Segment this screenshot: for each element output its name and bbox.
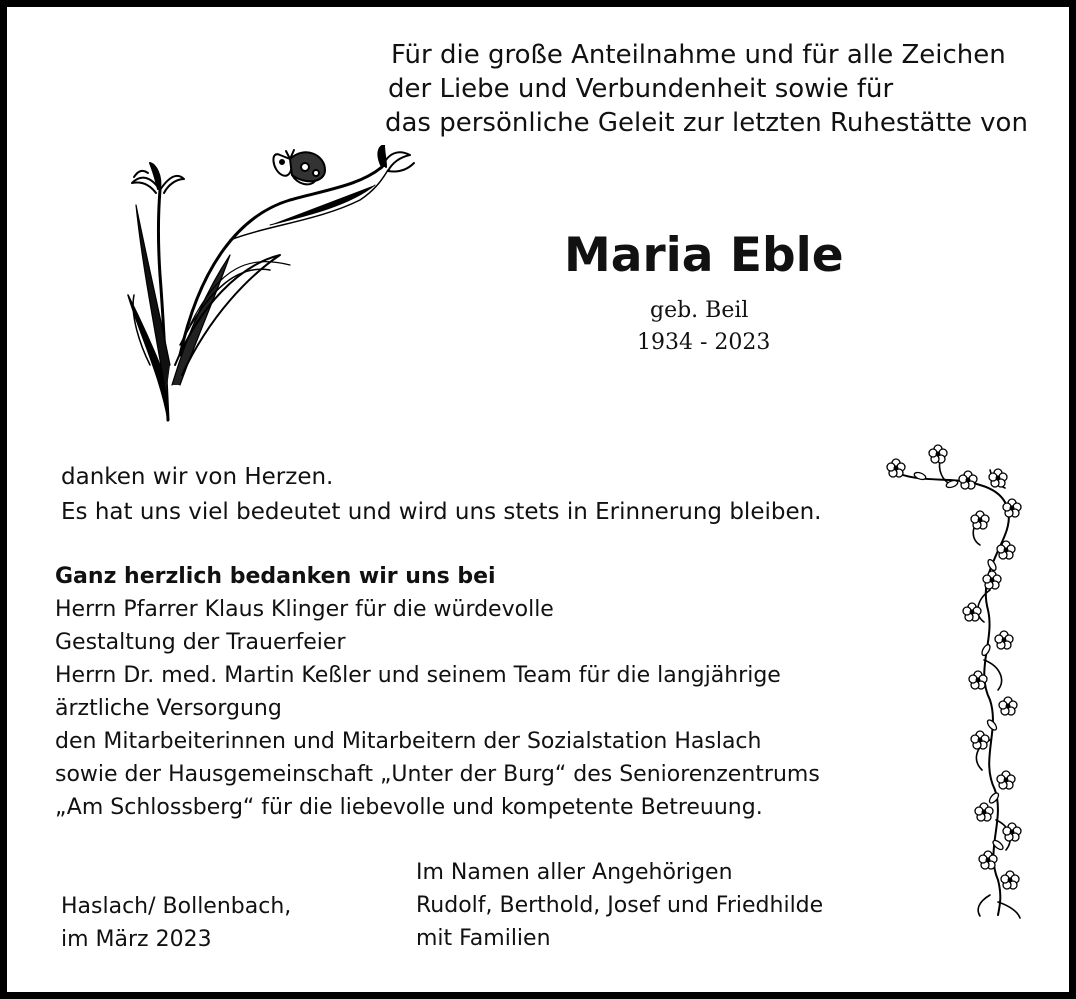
acknowledgement-line: ärztliche Versorgung bbox=[55, 696, 282, 721]
acknowledgements bbox=[55, 560, 820, 824]
thanks-text bbox=[61, 460, 822, 530]
acknowledgement-line: den Mitarbeiterinnen und Mitarbeitern der Sozialstation Haslach bbox=[55, 729, 762, 754]
acknowledgements-heading: Ganz herzlich bedanken wir uns bei bbox=[55, 564, 496, 589]
signers bbox=[416, 856, 823, 955]
life-dates: 1934 - 2023 bbox=[637, 330, 771, 355]
signers-line: mit Familien bbox=[416, 926, 551, 951]
deceased-name: Maria Eble bbox=[564, 228, 844, 283]
thanks-line: danken wir von Herzen. bbox=[61, 464, 334, 490]
date-line: im März 2023 bbox=[61, 927, 212, 952]
acknowledgement-line: Gestaltung der Trauerfeier bbox=[55, 630, 346, 655]
flower-vine-illustration bbox=[880, 440, 1040, 920]
intro-line: das persönliche Geleit zur letzten Ruhestätte von bbox=[385, 108, 1028, 138]
signers-line: Rudolf, Berthold, Josef und Friedhilde bbox=[416, 893, 824, 918]
acknowledgement-line: Herrn Dr. med. Martin Keßler und seinem Team für die langjährige bbox=[55, 663, 781, 688]
acknowledgement-line: sowie der Hausgemeinschaft „Unter der Burg“ des Seniorenzentrums bbox=[55, 762, 820, 787]
intro-line: der Liebe und Verbundenheit sowie für bbox=[388, 74, 894, 104]
intro-line: Für die große Anteilnahme und für alle Zeichen bbox=[391, 40, 1006, 70]
place-date bbox=[61, 890, 291, 956]
thanks-line: Es hat uns viel bedeutet und wird uns stets in Erinnerung bleiben. bbox=[61, 499, 822, 525]
birth-name: geb. Beil bbox=[650, 298, 749, 323]
intro-text bbox=[385, 38, 1028, 140]
iris-butterfly-illustration bbox=[120, 145, 420, 425]
acknowledgement-line: „Am Schlossberg“ für die liebevolle und kompetente Betreuung. bbox=[55, 795, 763, 820]
signers-line: Im Namen aller Angehörigen bbox=[416, 860, 733, 885]
acknowledgement-line: Herrn Pfarrer Klaus Klinger für die würdevolle bbox=[55, 597, 554, 622]
place-line: Haslach/ Bollenbach, bbox=[61, 894, 292, 919]
